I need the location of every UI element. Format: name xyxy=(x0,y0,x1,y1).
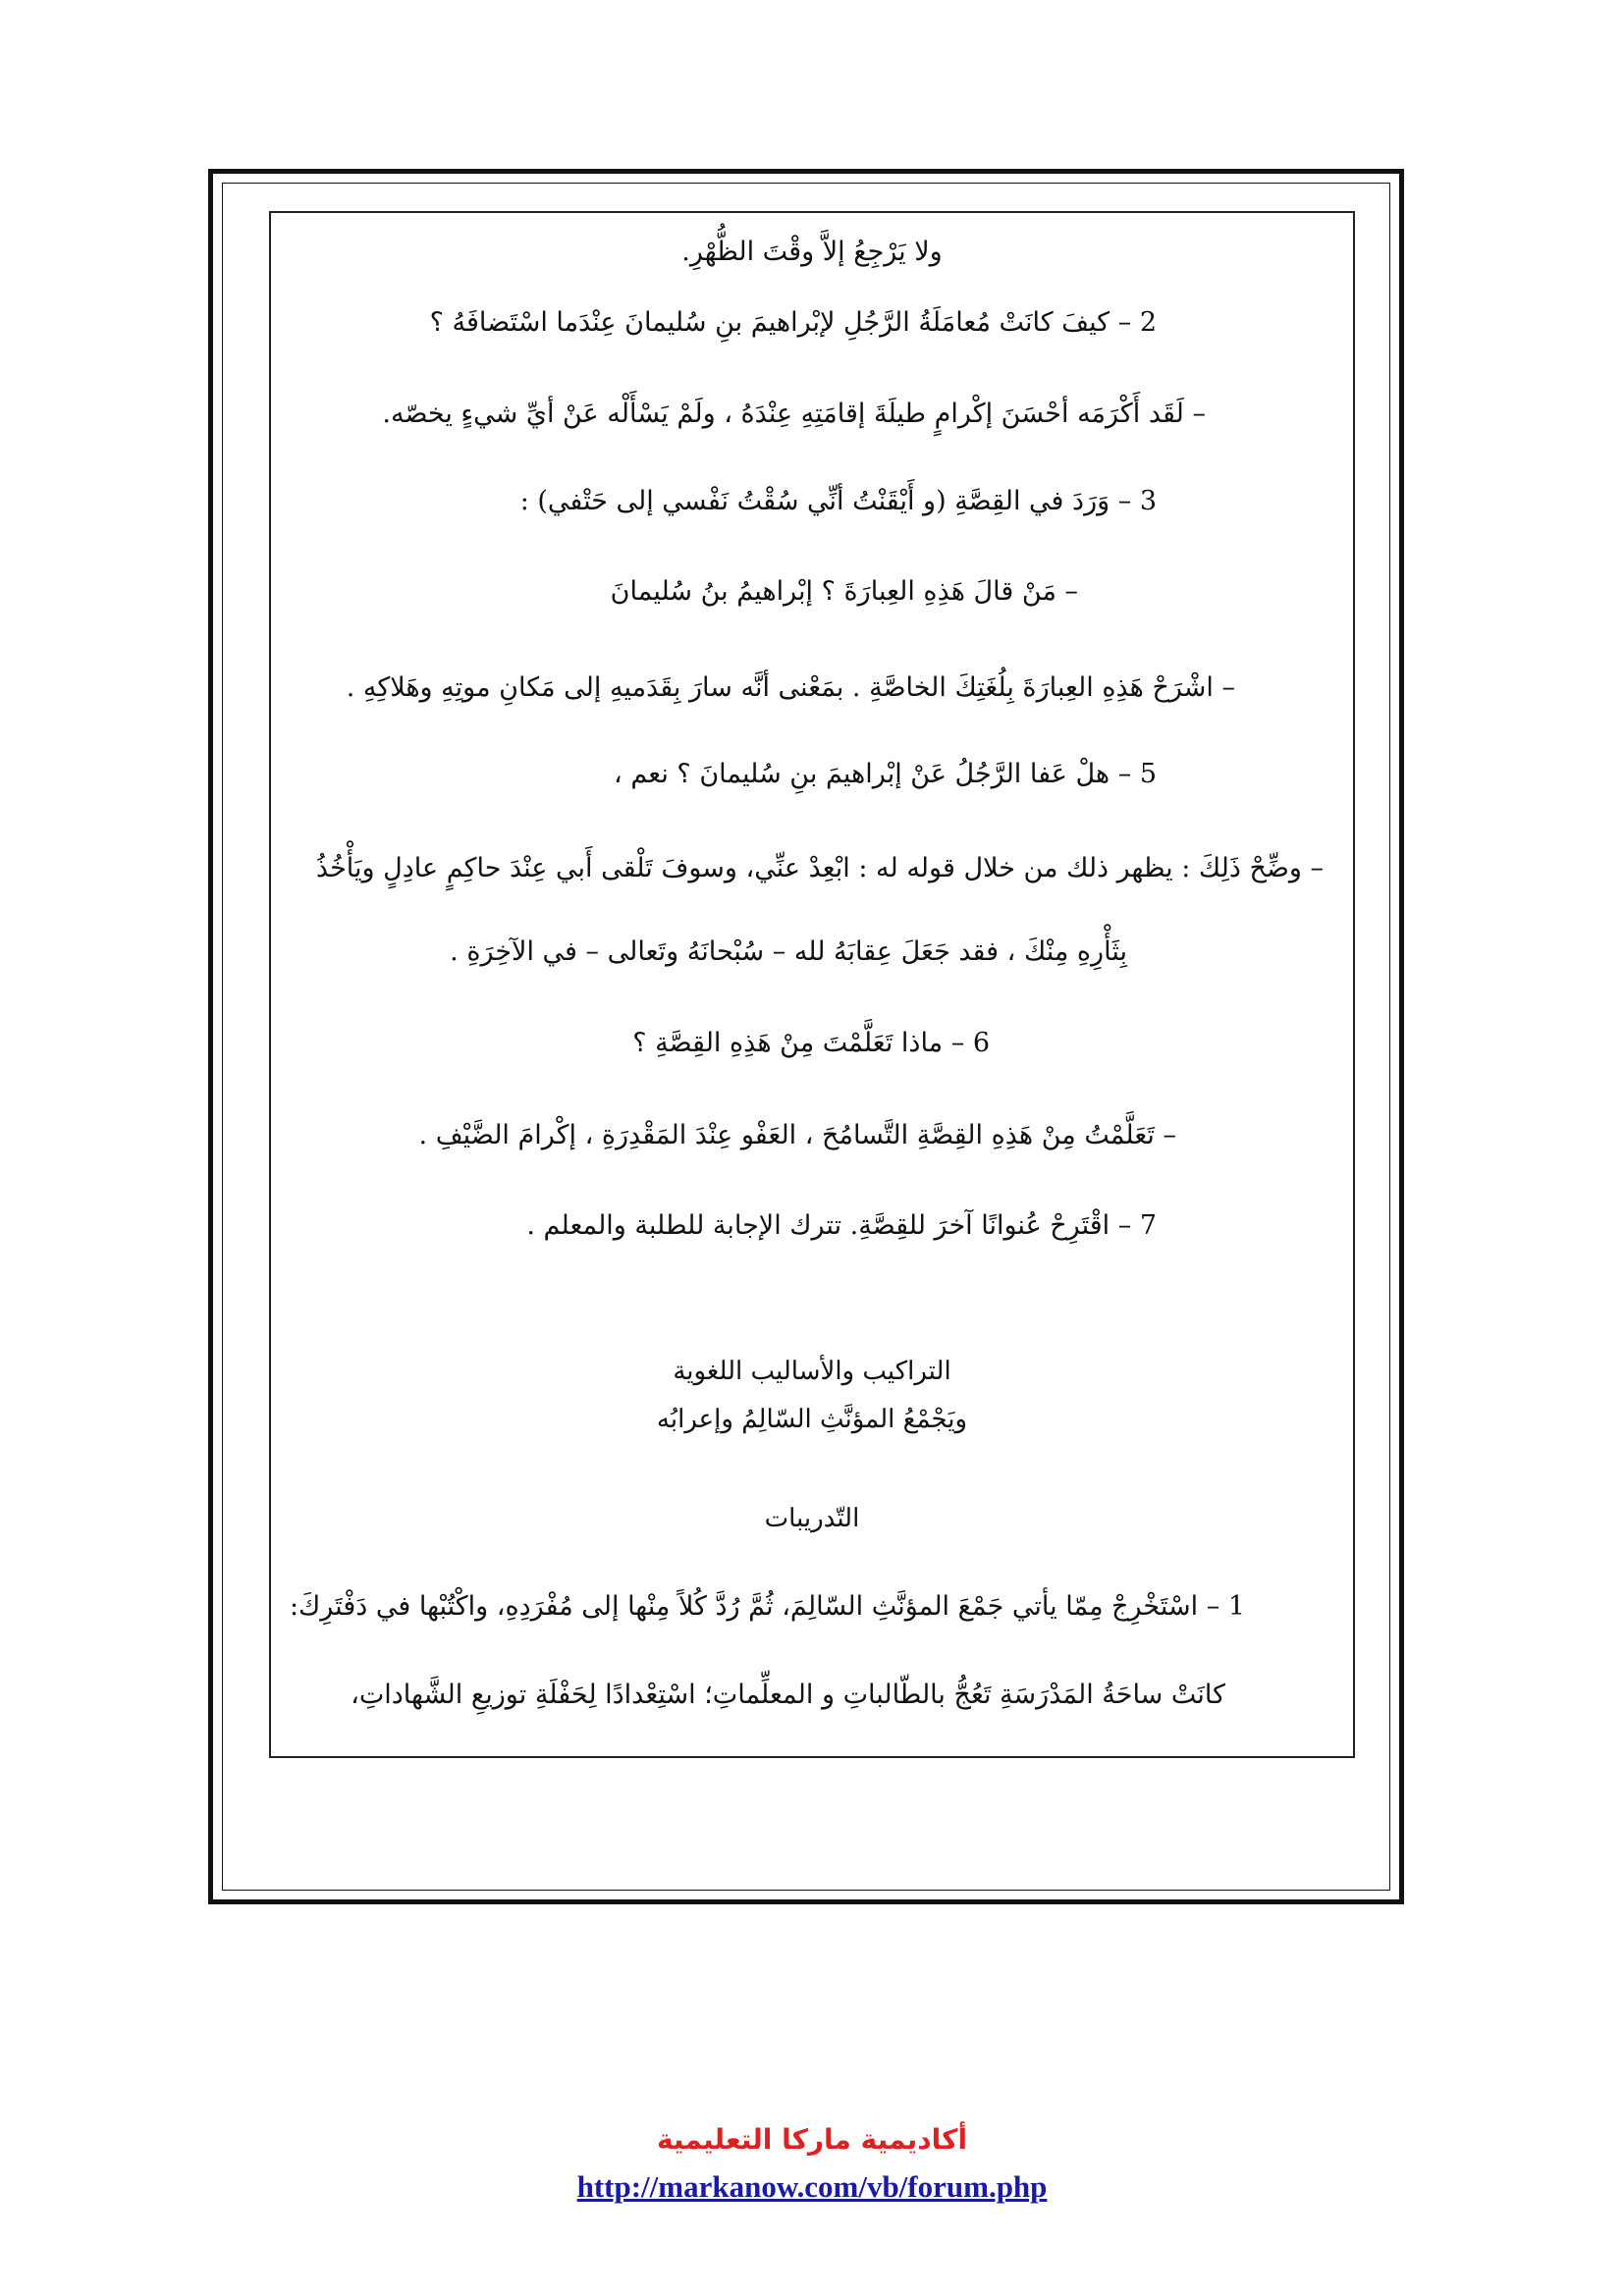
line-return-at-noon: ولا يَرْجِعُ إلاَّ وقْتَ الظُّهْرِ. xyxy=(681,237,943,267)
answer-6: – تَعَلَّمْتُ مِنْ هَذِهِ القِصَّةِ التَّسامُحَ ، العَفْو عِنْدَ المَقْدِرَةِ ، إكْرامَ الضَّيْفِ . xyxy=(418,1120,1176,1150)
content-box xyxy=(269,211,1355,1758)
question-3-sub-b: – اشْرَحْ هَذِهِ العِبارَةَ بِلُغَتِكَ الخاصَّةِ . بمَعْنى أنَّه سارَ بِقَدَميهِ إلى مَكانِ موتِهِ وهَلاكِهِ . xyxy=(346,672,1235,703)
exercises-heading: التّدريبات xyxy=(764,1504,860,1533)
answer-2: – لَقَد أَكْرَمَه أحْسَنَ إكْرامٍ طيلَةَ إقامَتِهِ عِنْدَهُ ، ولَمْ يَسْأَلْه عَنْ أيِّ شيءٍ يخصّه. xyxy=(382,399,1206,429)
question-5: 5 – هلْ عَفا الرَّجُلُ عَنْ إبْراهيمَ بنِ سُليمانَ ؟ نعم ، xyxy=(614,759,1157,789)
question-2: 2 – كيفَ كانَتْ مُعامَلَةُ الرَّجُلِ لإبْراهيمَ بنِ سُليمانَ عِنْدَما اسْتَضافَهُ ؟ xyxy=(429,307,1157,338)
question-3-sub-a: – مَنْ قالَ هَذِهِ العِبارَةَ ؟ إبْراهيمُ بنُ سُليمانَ xyxy=(610,576,1078,607)
footer-brand-name: أكاديمية ماركا التعليمية xyxy=(656,2123,968,2156)
exercise-1: 1 – اسْتَخْرِجْ مِمّا يأتي جَمْعَ المؤنَّثِ السّالِمَ، ثُمَّ رُدَّ كُلاً مِنْها إلى مُفْرَدِهِ، واكْتُبْها في دَفْتَرِكَ: xyxy=(289,1591,1245,1622)
question-7: 7 – اقْتَرِحْ عُنوانًا آخرَ للقِصَّةِ. تترك الإجابة للطلبة والمعلم . xyxy=(526,1210,1157,1241)
exercise-1-passage: كانَتْ ساحَةُ المَدْرَسَةِ تَعُجُّ بالطّالباتِ و المعلِّماتِ؛ اسْتِعْدادًا لِحَفْلَةِ توزيعِ الشَّهاداتِ، xyxy=(351,1680,1225,1710)
question-6: 6 – ماذا تَعَلَّمْتَ مِنْ هَذِهِ القِصَّةِ ؟ xyxy=(632,1028,990,1058)
question-5-explain: – وضِّحْ ذَلِكَ : يظهر ذلك من خلال قوله له : ابْعِدْ عنِّي، وسوفَ تَلْقى أَبي عِنْدَ حاكِمٍ عادِلٍ ويَأْخُذُ xyxy=(315,853,1324,883)
question-5-explain-cont: بِثَأْرِهِ مِنْكَ ، فقد جَعَلَ عِقابَهُ لله – سُبْحانَهُ وتَعالى – في الآخِرَةِ . xyxy=(450,936,1127,967)
section-subheading: ويَجْمْعُ المؤنَّثِ السّالِمُ وإعرابُه xyxy=(656,1405,968,1434)
question-3: 3 – وَرَدَ في القِصَّةِ (و أَيْقَنْتُ أنِّي سُقْتُ نَفْسي إلى حَتْفي) : xyxy=(519,486,1157,516)
footer-forum-link[interactable]: http://markanow.com/vb/forum.php xyxy=(576,2169,1048,2204)
section-heading: التراكيب والأساليب اللغوية xyxy=(673,1357,951,1386)
